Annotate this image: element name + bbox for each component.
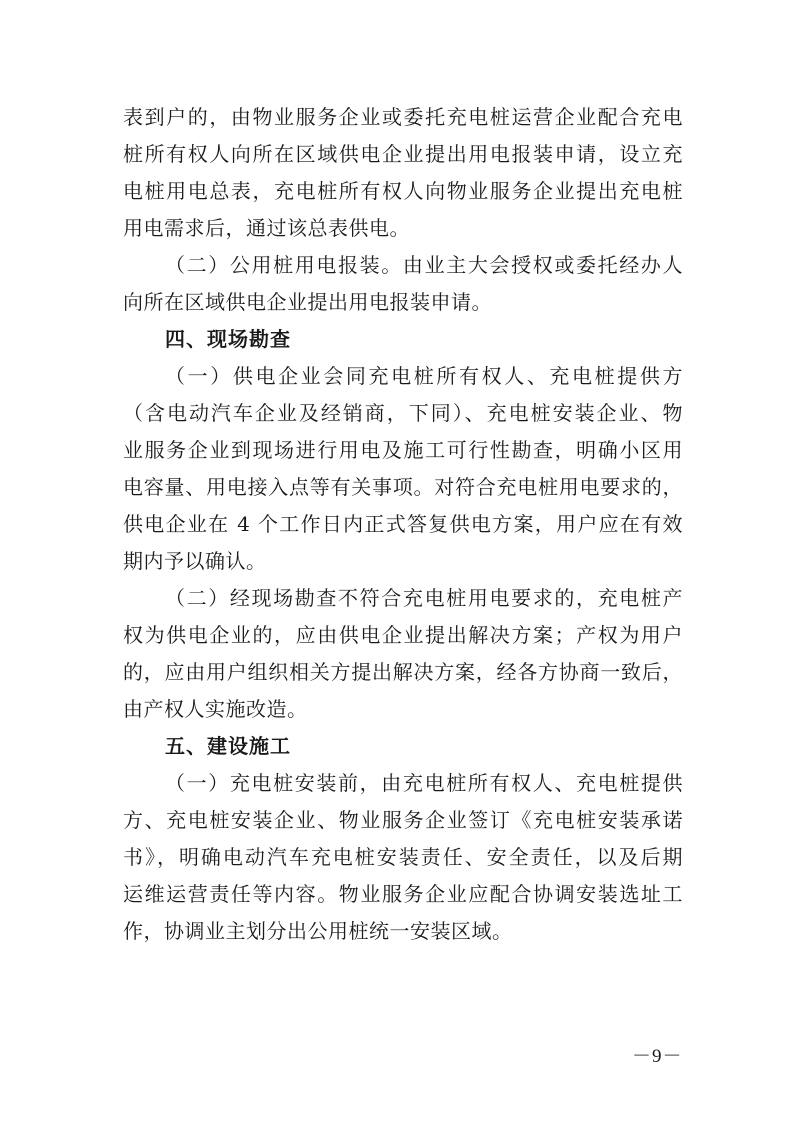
text-line: 期内予以确认。 xyxy=(123,549,267,573)
text-line: 桩所有权人向所在区域供电企业提出用电报装申请，设立充 xyxy=(123,142,683,166)
text-line: 电桩用电总表，充电桩所有权人向物业服务企业提出充电桩 xyxy=(123,179,683,203)
text-line: 书》，明确电动汽车充电桩安装责任、安全责任，以及后期 xyxy=(123,845,683,869)
text-line: 电容量、用电接入点等有关事项。对符合充电桩用电要求的， xyxy=(123,475,683,499)
text-line: 权为供电企业的，应由供电企业提出解决方案；产权为用户 xyxy=(123,623,683,647)
text-line: 表到户的，由物业服务企业或委托充电桩运营企业配合充电 xyxy=(123,105,683,129)
section-heading-site-survey: 四、现场勘查 xyxy=(165,327,291,351)
text-line: 由产权人实施改造。 xyxy=(123,697,308,721)
text-line: （二）经现场勘查不符合充电桩用电要求的，充电桩产 xyxy=(165,586,683,610)
document-body xyxy=(123,99,683,950)
section-heading-construction: 五、建设施工 xyxy=(165,734,291,758)
text-line: （一）供电企业会同充电桩所有权人、充电桩提供方 xyxy=(165,364,683,388)
text-line: 作，协调业主划分出公用桩统一安装区域。 xyxy=(123,919,513,943)
text-line: 的，应由用户组织相关方提出解决方案，经各方协商一致后， xyxy=(123,660,683,684)
text-line: 方、充电桩安装企业、物业服务企业签订《充电桩安装承诺 xyxy=(123,808,683,832)
text-line: 供电企业在 4 个工作日内正式答复供电方案，用户应在有效 xyxy=(123,512,683,536)
page-number: －9－ xyxy=(632,1046,683,1067)
text-line: 业服务企业到现场进行用电及施工可行性勘查，明确小区用 xyxy=(123,438,683,462)
text-line: 运维运营责任等内容。物业服务企业应配合协调安装选址工 xyxy=(123,882,683,906)
text-line: 用电需求后，通过该总表供电。 xyxy=(123,216,410,240)
text-line: （含电动汽车企业及经销商，下同）、充电桩安装企业、物 xyxy=(123,401,683,425)
text-line: 向所在区域供电企业提出用电报装申请。 xyxy=(123,290,492,314)
text-line: （一）充电桩安装前，由充电桩所有权人、充电桩提供 xyxy=(165,771,683,795)
text-line: （二）公用桩用电报装。由业主大会授权或委托经办人 xyxy=(165,253,683,277)
